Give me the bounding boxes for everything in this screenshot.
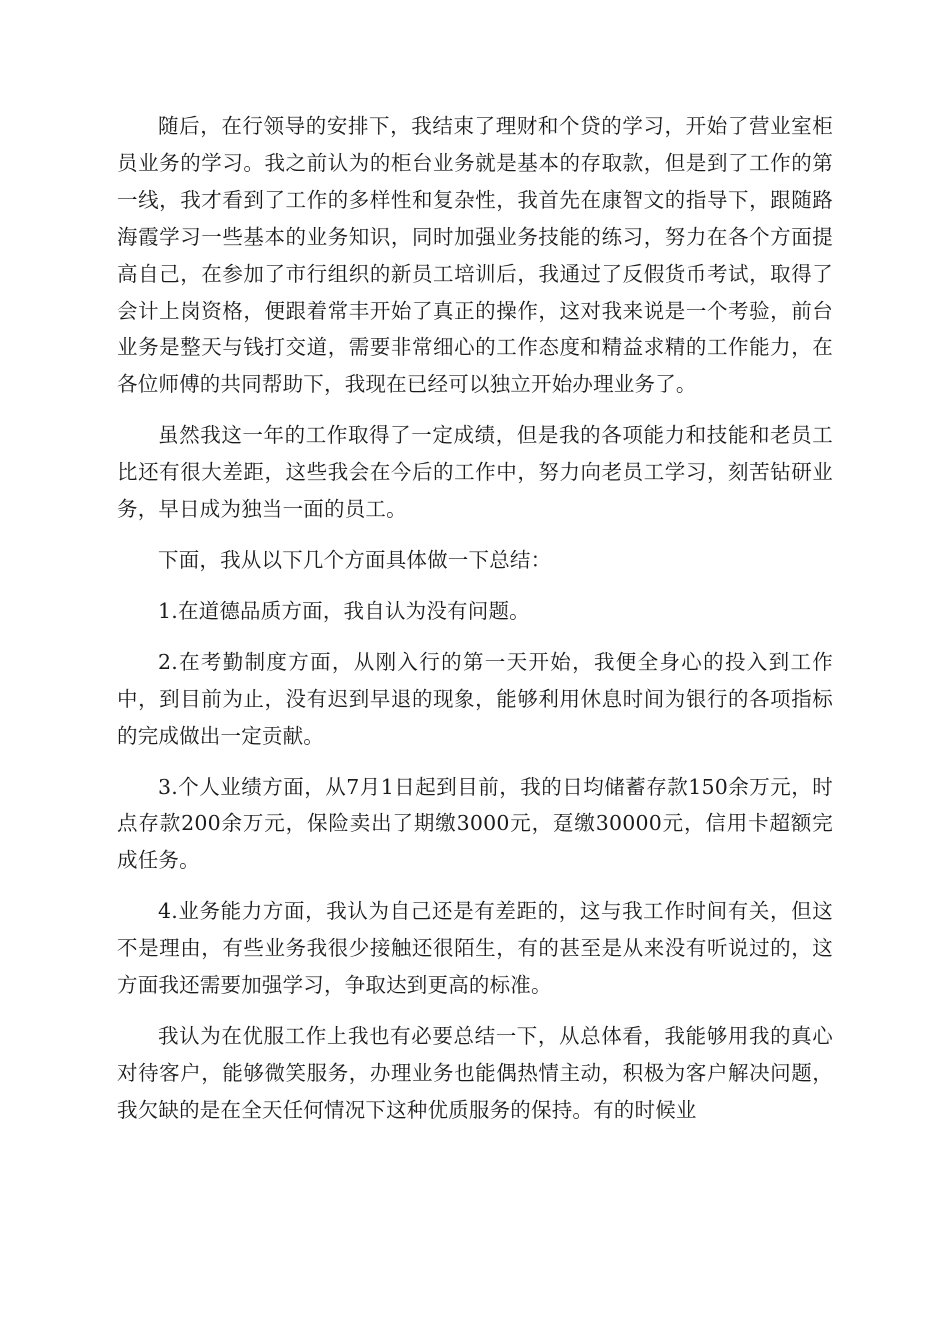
- paragraph-6: 3.个人业绩方面，从7月1日起到目前，我的日均储蓄存款150余万元，时点存款200余万元，保险卖出了期缴3000元，趸缴30000元，信用卡超额完成任务。: [117, 774, 833, 873]
- paragraph-1: 随后，在行领导的安排下，我结束了理财和个贷的学习，开始了营业室柜员业务的学习。我之前认为的柜台业务就是基本的存取款，但是到了工作的第一线，我才看到了工作的多样性和复杂性，我首先在康智文的指导下，跟随路海霞学习一些基本的业务知识，同时加强业务技能的练习，努力在各个方面提高自己，在参加了市行组织的新员工培训后，我通过了反假货币考试，取得了会计上岗资格，便跟着常丰开始了真正的操作，这对我来说是一个考验，前台业务是整天与钱打交道，需要非常细心的工作态度和精益求精的工作能力，在各位师傅的共同帮助下，我现在已经可以独立开始办理业务了。: [117, 114, 833, 397]
- paragraph-7: 4.业务能力方面，我认为自己还是有差距的，这与我工作时间有关，但这不是理由，有些业务我很少接触还很陌生，有的甚至是从来没有听说过的，这方面我还需要加强学习，争取达到更高的标准。: [117, 899, 833, 998]
- paragraph-4: 1.在道德品质方面，我自认为没有问题。: [158, 598, 530, 623]
- paragraph-5: 2.在考勤制度方面，从刚入行的第一天开始，我便全身心的投入到工作中，到目前为止，没有迟到早退的现象，能够利用休息时间为银行的各项指标的完成做出一定贡献。: [117, 649, 833, 748]
- paragraph-8: 我认为在优服工作上我也有必要总结一下，从总体看，我能够用我的真心对待客户，能够微笑服务，办理业务也能偶热情主动，积极为客户解决问题，我欠缺的是在全天任何情况下这种优质服务的保持。有的时候业: [117, 1023, 833, 1122]
- paragraph-2: 虽然我这一年的工作取得了一定成绩，但是我的各项能力和技能和老员工比还有很大差距，这些我会在今后的工作中，努力向老员工学习，刻苦钻研业务，早日成为独当一面的员工。: [117, 423, 833, 522]
- paragraph-3: 下面，我从以下几个方面具体做一下总结：: [158, 547, 552, 572]
- document-body: [117, 108, 833, 1143]
